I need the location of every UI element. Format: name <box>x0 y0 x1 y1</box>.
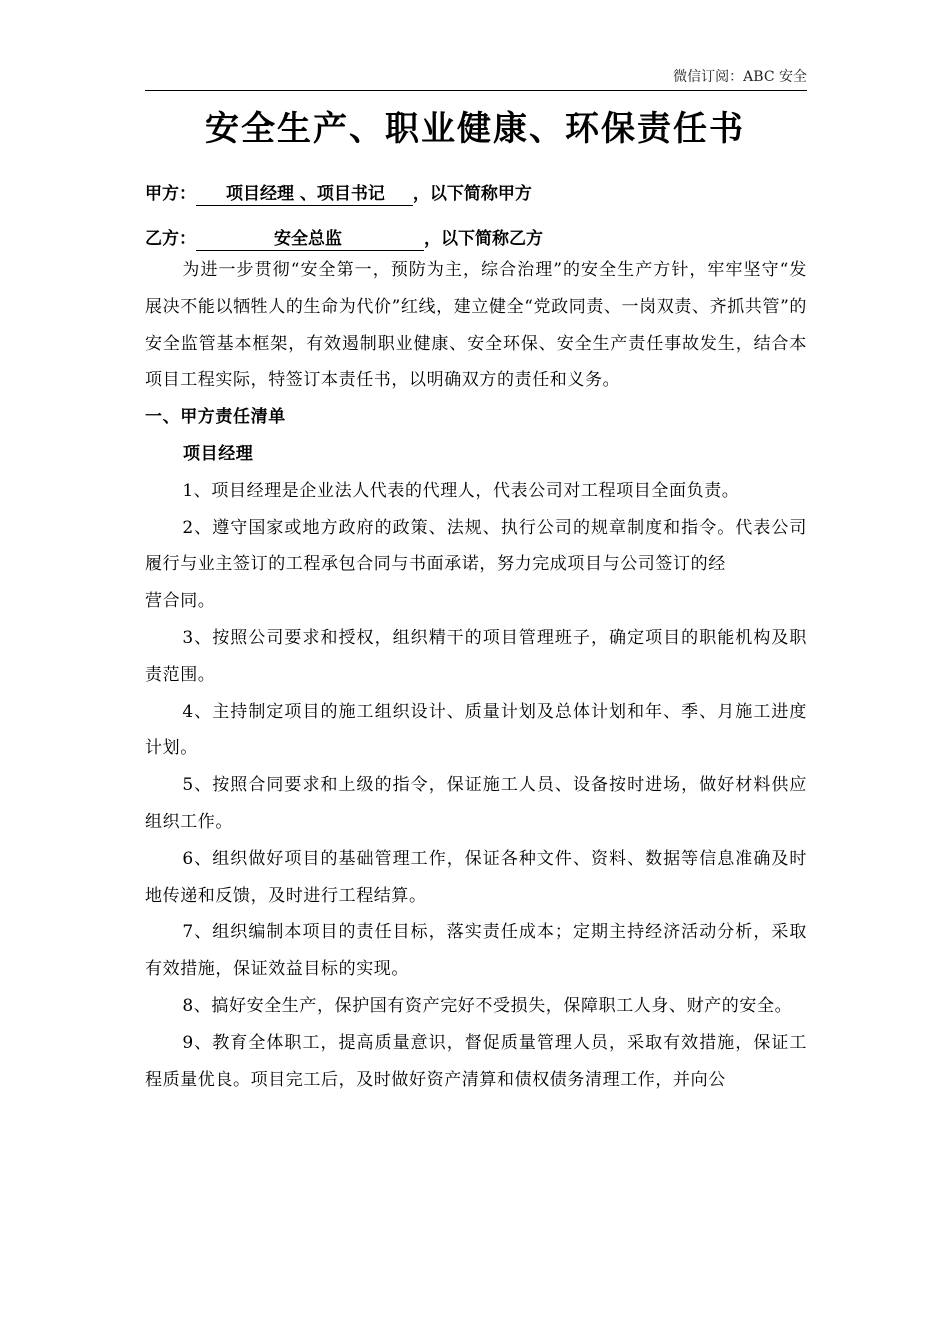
party-b-name: 安全总监 <box>196 228 424 251</box>
party-a-line <box>145 181 532 207</box>
sub-heading: 项目经理 <box>183 443 254 464</box>
list-item: 8、搞好安全生产，保护国有资产完好不受损失，保障职工人身、财产的安全。 <box>182 995 793 1016</box>
header-divider <box>145 90 807 91</box>
list-item: 6、组织做好项目的基础管理工作，保证各种文件、资料、数据等信息准确及时地传递和反馈，及时进行工程结算。 <box>145 848 807 906</box>
party-a-label: 甲方： <box>145 184 196 204</box>
party-b-label: 乙方： <box>145 229 196 249</box>
party-b-suffix: ，以下简称乙方 <box>424 229 543 249</box>
party-a-suffix: ，以下简称甲方 <box>412 184 532 204</box>
list-item: 4、主持制定项目的施工组织设计、质量计划及总体计划和年、季、月施工进度计划。 <box>145 701 807 759</box>
list-item: 9、教育全体职工，提高质量意识，督促质量管理人员，采取有效措施，保证工程质量优良。项目完工后，及时做好资产清算和债权债务清理工作，并向公 <box>145 1032 807 1090</box>
list-item: 1、项目经理是企业法人代表的代理人，代表公司对工程项目全面负责。 <box>182 480 740 501</box>
intro-paragraph: 为进一步贯彻“安全第一，预防为主，综合治理”的安全生产方针，牢牢坚守“发展决不能以牺牲人的生命为代价”红线，建立健全“党政同责、一岗双责、齐抓共管”的安全监管基本框架，有效遏制职业健康、安全环保、安全生产责任事故发生，结合本项目工程实际，特签订本责任书，以明确双方的责任和义务。 <box>145 260 807 391</box>
list-item: 3、按照公司要求和授权，组织精干的项目管理班子，确定项目的职能机构及职责范围。 <box>145 627 807 685</box>
party-a-name: 项目经理 、项目书记 <box>196 183 413 206</box>
list-item: 7、组织编制本项目的责任目标，落实责任成本；定期主持经济活动分析，采取有效措施，保证效益目标的实现。 <box>145 922 807 980</box>
list-item: 2、遵守国家或地方政府的政策、法规、执行公司的规章制度和指令。代表公司履行与业主签订的工程承包合同与书面承诺，努力完成项目与公司签订的经 <box>145 517 807 575</box>
party-b-line <box>145 226 543 252</box>
document-body <box>145 252 807 1098</box>
header-note: 微信订阅：ABC 安全 <box>673 69 807 85</box>
document-title: 安全生产、职业健康、环保责任书 <box>205 109 745 149</box>
list-item: 5、按照合同要求和上级的指令，保证施工人员、设备按时进场，做好材料供应组织工作。 <box>145 775 807 832</box>
list-item-continuation: 营合同。 <box>145 591 216 612</box>
section-heading: 一、甲方责任清单 <box>145 407 286 428</box>
